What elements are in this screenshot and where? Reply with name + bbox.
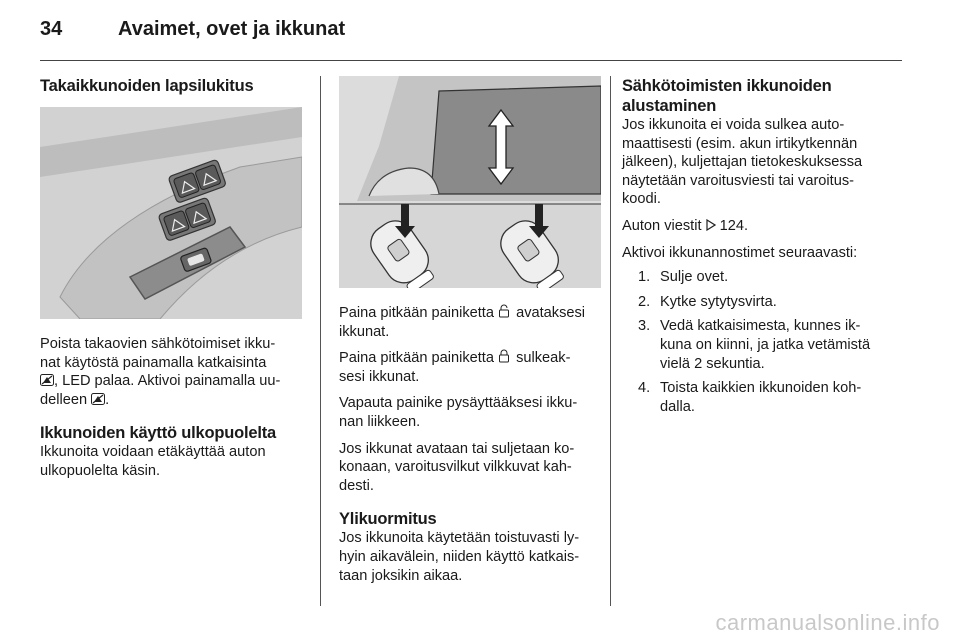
paragraph-initialisation	[622, 116, 902, 209]
lock-icon	[498, 349, 512, 361]
text-line: sulkeak-	[512, 350, 571, 367]
text-line: sesi ikkunat.	[339, 368, 420, 385]
list-item	[622, 317, 902, 373]
text-line: Ikkunoita voidaan etäkäyttää auton	[40, 444, 266, 461]
paragraph-release-button	[339, 394, 601, 431]
window-and-key-drawing	[339, 76, 601, 288]
text-line: koodi.	[622, 191, 661, 208]
list-item	[622, 379, 902, 416]
step-text: vielä 2 sekuntia.	[660, 355, 765, 372]
step-text: Vedä katkaisimesta, kunnes ik-	[660, 318, 861, 335]
text-line: nan liikkeen.	[339, 413, 421, 430]
page-reference-icon	[706, 218, 716, 230]
text-line: Jos ikkunoita käytetään toistuvasti ly-	[339, 530, 580, 547]
text-line: Vapauta painike pysäyttääksesi ikku-	[339, 395, 578, 412]
text-line: näytetään varoitusviesti tai varoitus-	[622, 172, 854, 189]
paragraph-open-windows	[339, 304, 601, 341]
section-heading-outside-operation: Ikkunoiden käyttö ulkopuolelta	[40, 424, 277, 443]
section-heading-overload: Ylikuormitus	[339, 510, 437, 529]
paragraph-hazard-flash	[339, 440, 601, 496]
step-text: Toista kaikkien ikkunoiden koh-	[660, 380, 862, 397]
text-line: 124.	[715, 217, 749, 234]
page-header	[40, 18, 920, 48]
column-2	[339, 76, 601, 585]
text-line: Auton viestit	[622, 217, 706, 234]
text-line: desti.	[339, 477, 374, 494]
child-lock-switch-icon	[91, 392, 105, 404]
heading-line: alustaminen	[622, 97, 717, 115]
step-text: kuna on kiinni, ja jatka vetämistä	[660, 336, 871, 353]
column-divider	[320, 76, 321, 606]
column-3	[622, 76, 902, 416]
text-line: taan joksikin aikaa.	[339, 567, 463, 584]
step-text: Kytke sytytysvirta.	[660, 293, 777, 310]
step-text: Sulje ovet.	[660, 269, 729, 286]
text-line: , LED palaa. Aktivoi painamalla uu-	[54, 373, 281, 390]
heading-line: Sähkötoimisten ikkunoiden	[622, 77, 832, 95]
door-panel-drawing	[40, 107, 302, 319]
text-line: delleen	[40, 391, 92, 408]
text-line: ikkunat.	[339, 323, 390, 340]
header-rule	[40, 60, 902, 61]
door-switch-illustration	[40, 107, 302, 319]
child-lock-switch-icon	[40, 373, 54, 385]
section-heading-initialisation	[622, 76, 902, 116]
steps-list	[622, 268, 902, 416]
list-item	[622, 293, 902, 312]
watermark: carmanualsonline.info	[715, 610, 940, 635]
remote-key-illustration	[339, 76, 601, 288]
text-line: jälkeen), kuljettajan tietokeskuksessa	[622, 154, 863, 171]
text-line: konaan, varoitusvilkut vilkkuvat kah-	[339, 459, 572, 476]
step-text: dalla.	[660, 398, 695, 415]
paragraph-child-lock	[40, 335, 302, 409]
list-item	[622, 268, 902, 287]
section-heading-child-lock: Takaikkunoiden lapsilukitus	[40, 77, 254, 95]
text-line: Jos ikkunoita ei voida sulkea auto-	[622, 117, 845, 133]
text-line: maattisesti (esim. akun irtikytkennän	[622, 135, 858, 152]
paragraph-vehicle-messages	[622, 217, 902, 236]
paragraph-activate: Aktivoi ikkunannostimet seuraavasti:	[622, 244, 858, 261]
text-line: nat käytöstä painamalla katkaisinta	[40, 354, 267, 371]
paragraph-outside-operation	[40, 443, 302, 480]
text-line: Paina pitkään painiketta	[339, 350, 499, 367]
paragraph-close-windows	[339, 349, 601, 386]
text-line: .	[105, 391, 110, 408]
step-number: 3.	[638, 318, 651, 335]
step-number: 2.	[638, 293, 651, 310]
text-line: Poista takaovien sähkötoimiset ikku-	[40, 336, 276, 352]
text-line: avataksesi	[512, 305, 586, 321]
step-number: 1.	[638, 269, 651, 286]
page-number: 34	[40, 18, 63, 40]
column-1	[40, 76, 302, 481]
unlock-icon	[498, 304, 512, 316]
text-line: ulkopuolelta käsin.	[40, 462, 161, 479]
chapter-title: Avaimet, ovet ja ikkunat	[118, 18, 346, 40]
column-divider	[610, 76, 611, 606]
paragraph-overload	[339, 529, 601, 585]
text-line: Jos ikkunat avataan tai suljetaan ko-	[339, 440, 575, 457]
text-line: hyin aikavälein, niiden käyttö katkais-	[339, 548, 580, 565]
step-number: 4.	[638, 380, 651, 397]
text-line: Paina pitkään painiketta	[339, 305, 499, 321]
